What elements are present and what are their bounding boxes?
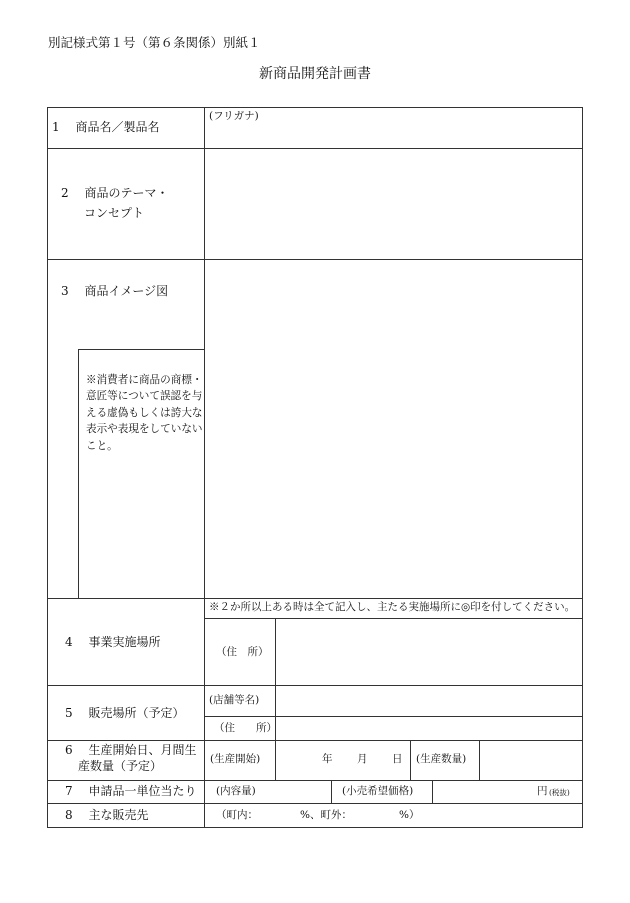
row1-label: 1 商品名／製品名 bbox=[52, 120, 160, 134]
cell-divider bbox=[275, 740, 276, 781]
cell-divider bbox=[331, 780, 332, 804]
row-divider bbox=[47, 780, 583, 781]
cell-divider bbox=[204, 618, 583, 619]
production-start-label: (生産開始) bbox=[210, 753, 261, 765]
page-title: 新商品開発計画書 bbox=[259, 66, 371, 82]
row3-label: 3 商品イメージ図 bbox=[61, 284, 169, 298]
cell-divider bbox=[204, 716, 583, 717]
year-unit: 年 bbox=[322, 753, 333, 765]
image-note: ※消費者に商品の商標・意匠等について誤認を与える虚偽もしくは誇大な表示や表現をしていないこと。 bbox=[86, 374, 203, 452]
row-divider bbox=[47, 259, 583, 260]
yen-unit: 円 bbox=[537, 785, 548, 797]
note-box-top bbox=[78, 349, 205, 350]
sales-in-town-label: （町内： bbox=[216, 809, 258, 821]
form-reference: 別記様式第１号（第６条関係）別紙１ bbox=[48, 35, 261, 50]
row8-label: 8 主な販売先 bbox=[65, 808, 149, 822]
sales-out-town-label: %、町外： bbox=[300, 809, 352, 821]
cell-divider bbox=[479, 740, 480, 781]
sales-pct-close: %） bbox=[399, 809, 420, 821]
cell-divider bbox=[275, 618, 276, 686]
row-divider bbox=[47, 148, 583, 149]
production-qty-label: (生産数量) bbox=[416, 753, 467, 765]
row-divider bbox=[47, 598, 583, 599]
row6-label-line1: 6 生産開始日、月間生 bbox=[65, 743, 197, 757]
note-box-left bbox=[78, 349, 79, 599]
row-divider bbox=[47, 685, 583, 686]
table-border-left bbox=[47, 107, 48, 828]
store-address-label: （住 所） bbox=[214, 722, 277, 734]
table-border-right bbox=[582, 107, 583, 828]
row5-label: 5 販売場所（予定） bbox=[65, 706, 185, 720]
row-divider bbox=[47, 803, 583, 804]
tax-excluded-note: (税抜) bbox=[549, 788, 570, 797]
cell-divider bbox=[432, 780, 433, 804]
row7-label: 7 申請品一単位当たり bbox=[65, 784, 197, 798]
label-column-divider bbox=[204, 107, 205, 828]
table-border-top bbox=[47, 107, 583, 108]
furigana-label: (フリガナ) bbox=[209, 110, 259, 122]
location-address-label: （住 所） bbox=[216, 646, 269, 658]
row6-label-line2: 産数量（予定） bbox=[78, 759, 163, 773]
row4-label: 4 事業実施場所 bbox=[65, 635, 161, 649]
row2-label-line1: 2 商品のテーマ・ bbox=[61, 186, 169, 200]
cell-divider bbox=[410, 740, 411, 781]
location-note: ※２か所以上ある時は全て記入し、主たる実施場所に◎印を付してください。 bbox=[209, 601, 576, 613]
retail-price-label: (小売希望価格) bbox=[342, 785, 414, 797]
day-unit: 日 bbox=[392, 753, 403, 765]
table-border-bottom bbox=[47, 827, 583, 828]
content-volume-label: (内容量) bbox=[216, 785, 256, 797]
store-name-label: (店舗等名) bbox=[209, 694, 260, 706]
row2-label-line2: コンセプト bbox=[84, 206, 145, 220]
row-divider bbox=[47, 740, 583, 741]
month-unit: 月 bbox=[357, 753, 368, 765]
